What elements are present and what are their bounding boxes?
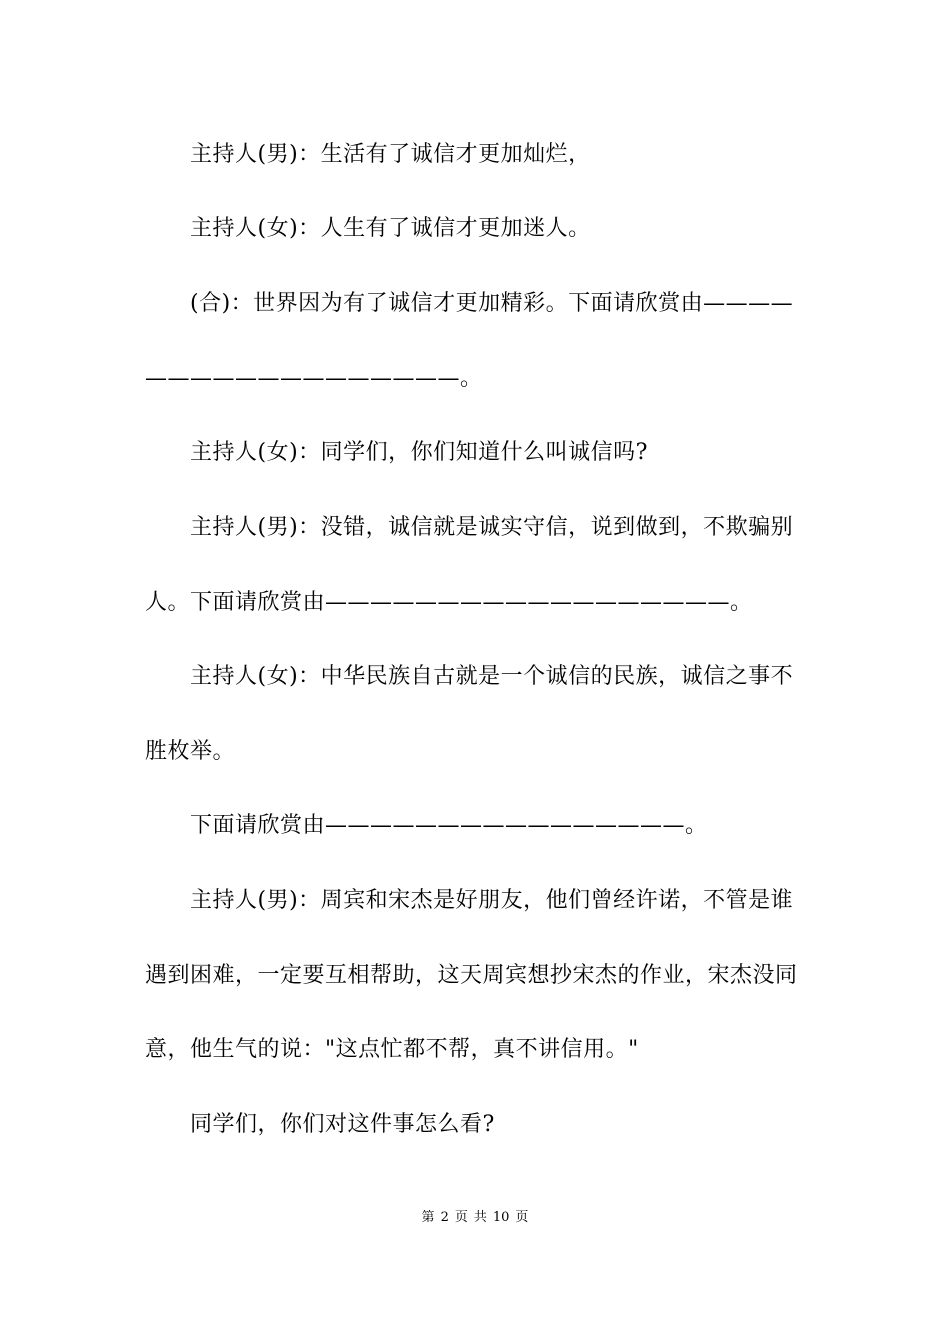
paragraph-line: 下面请欣赏由————————————————。: [190, 813, 708, 838]
paragraph-line: 主持人(女)：中华民族自古就是一个诚信的民族，诚信之事不: [190, 664, 794, 689]
paragraph-line: 胜枚举。: [145, 739, 236, 764]
paragraph-line: 意，他生气的说："这点忙都不帮，真不讲信用。": [145, 1037, 639, 1062]
footer-label-prefix: 第: [421, 1210, 435, 1225]
paragraph-line: 同学们，你们对这件事怎么看?: [190, 1112, 495, 1137]
footer-label-suffix: 页: [515, 1210, 529, 1225]
paragraph-line: 人。下面请欣赏由——————————————————。: [145, 590, 753, 615]
paragraph-line: ——————————————。: [145, 366, 483, 391]
paragraph-line: 主持人(男)：没错，诚信就是诚实守信，说到做到，不欺骗别: [190, 515, 794, 540]
page-footer: [0, 1208, 950, 1228]
paragraph-line: (合)：世界因为有了诚信才更加精彩。下面请欣赏由————: [190, 291, 794, 316]
paragraph-line: 主持人(女)：人生有了诚信才更加迷人。: [190, 216, 591, 241]
total-pages-number: 10: [492, 1210, 510, 1225]
paragraph-line: 主持人(男)：生活有了诚信才更加灿烂，: [190, 142, 591, 167]
paragraph-line: 主持人(男)：周宾和宋杰是好朋友，他们曾经许诺，不管是谁: [190, 888, 794, 913]
paragraph-line: 主持人(女)：同学们，你们知道什么叫诚信吗?: [190, 440, 648, 465]
current-page-number: 2: [440, 1210, 449, 1225]
paragraph-line: 遇到困难，一定要互相帮助，这天周宾想抄宋杰的作业，宋杰没同: [145, 963, 798, 988]
footer-label-page: 页: [454, 1210, 468, 1225]
footer-label-total: 共: [473, 1210, 487, 1225]
